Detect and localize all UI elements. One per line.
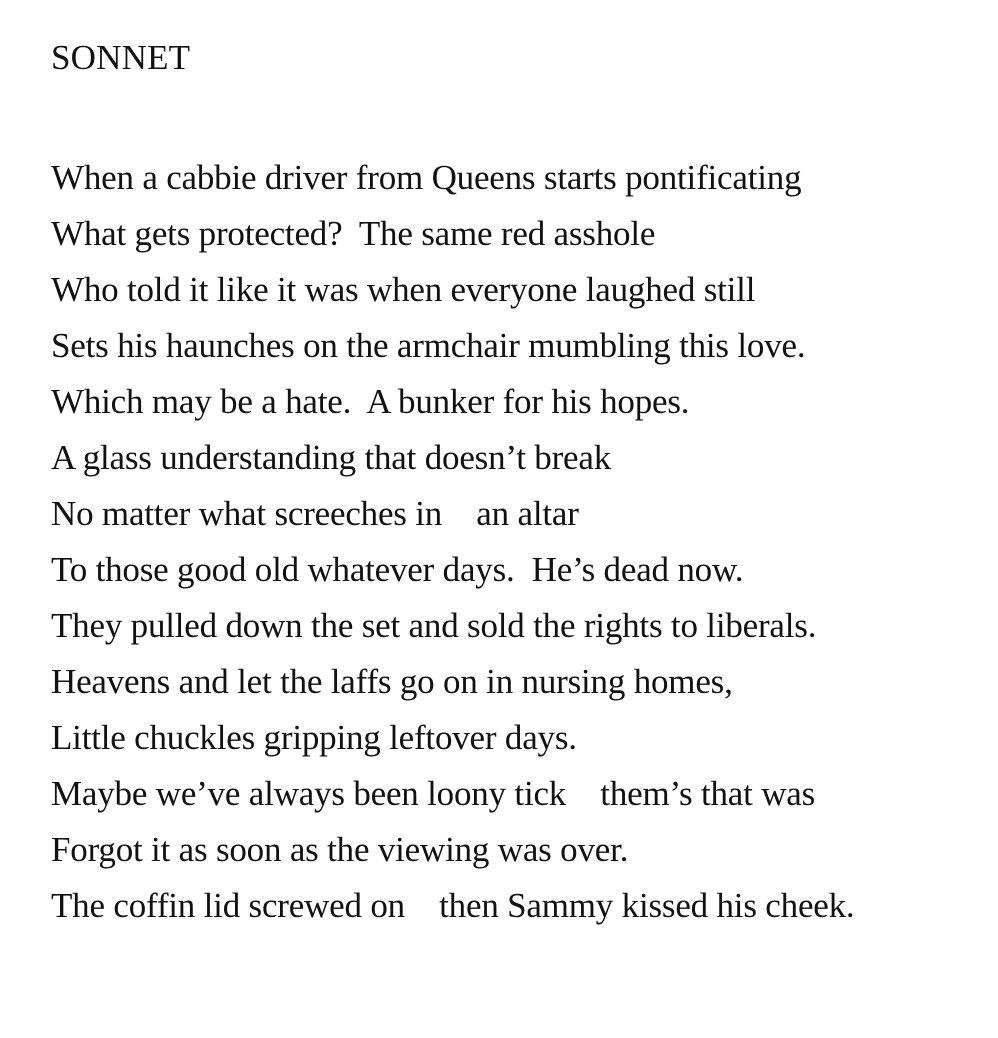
poem-line: The coffin lid screwed on then Sammy kissed his cheek. (51, 886, 855, 925)
poem-line: To those good old whatever days. He’s dead now. (51, 550, 744, 589)
poem-line: They pulled down the set and sold the rights to liberals. (51, 606, 817, 645)
poem-line: Little chuckles gripping leftover days. (51, 718, 577, 757)
poem-line: Maybe we’ve always been loony tick them’s that was (51, 774, 816, 813)
poem-line: What gets protected? The same red asshole (51, 214, 656, 253)
poem-line: A glass understanding that doesn’t break (51, 438, 611, 477)
poem-title: SONNET (51, 38, 191, 77)
poem-line: When a cabbie driver from Queens starts pontificating (51, 158, 802, 197)
poem-line: Forgot it as soon as the viewing was over. (51, 830, 629, 869)
poem-line: No matter what screeches in an altar (51, 494, 579, 533)
poem-line: Sets his haunches on the armchair mumbling this love. (51, 326, 806, 365)
poem-body (51, 150, 854, 934)
poem-line: Which may be a hate. A bunker for his hopes. (51, 382, 690, 421)
poem-line: Who told it like it was when everyone laughed still (51, 270, 756, 309)
poem-line: Heavens and let the laffs go on in nursing homes, (51, 662, 733, 701)
